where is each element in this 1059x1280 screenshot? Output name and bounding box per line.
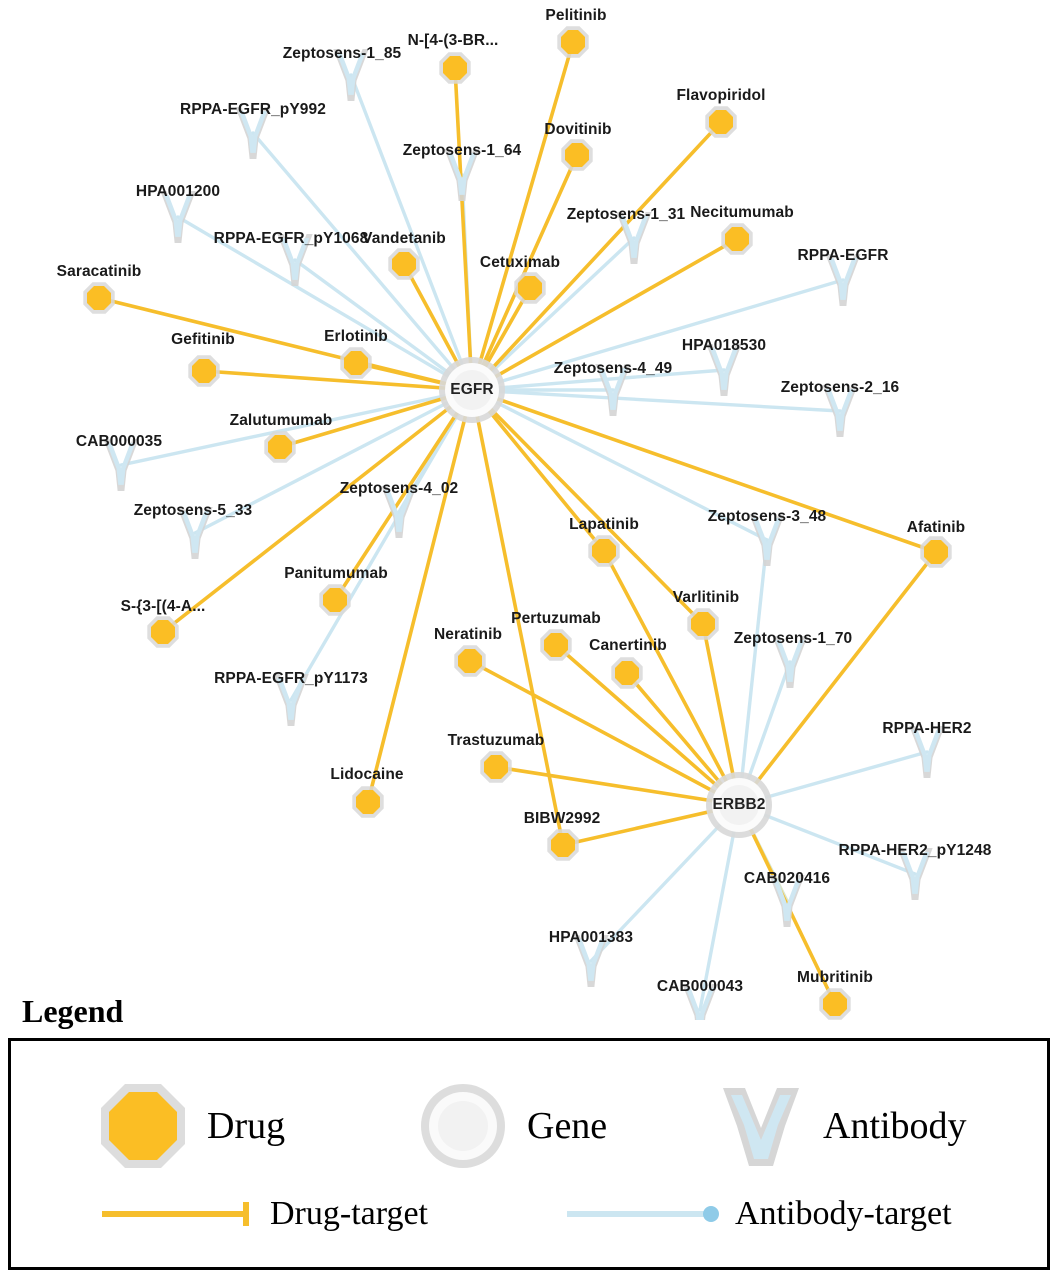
drug-node-label: Neratinib (433, 626, 503, 643)
antibody-node-label: Zeptosens-1_85 (282, 45, 402, 62)
drug-node-label: S-{3-[(4-A... (120, 598, 206, 615)
antibody-node-label: Zeptosens-5_33 (133, 502, 253, 519)
drug-node-label: Lapatinib (569, 516, 639, 533)
legend-label-drug: Drug (207, 1105, 286, 1147)
drug-node-label: Erlotinib (324, 328, 388, 345)
drug-node[interactable] (547, 829, 578, 860)
drug-node-label: Afatinib (906, 519, 966, 536)
antibody-node-label: RPPA-HER2 (882, 720, 972, 737)
drug-node[interactable] (340, 347, 371, 378)
gene-node-label: ERBB2 (712, 796, 766, 813)
legend-edge-row (0, 1195, 1059, 1255)
drug-node-label: Saracatinib (56, 263, 142, 280)
antibody-node-label: HPA018530 (681, 337, 767, 354)
antibody-node-label: HPA001383 (548, 929, 634, 946)
drug-node[interactable] (319, 584, 350, 615)
drug-node[interactable] (819, 988, 850, 1019)
antibody-icon (715, 1078, 807, 1174)
drug-node[interactable] (588, 535, 619, 566)
drug-node-label: Mubritinib (797, 969, 873, 986)
gene-node-label: EGFR (450, 381, 494, 398)
drug-node-label: Lidocaine (330, 766, 404, 783)
drug-target-edge (472, 390, 703, 624)
drug-node-label: Cetuximab (479, 254, 561, 271)
drug-icon (95, 1078, 191, 1174)
legend-label-antibody-target: Antibody-target (735, 1195, 952, 1232)
edges-layer (99, 42, 936, 1010)
drug-node-label: Pertuzumab (511, 610, 601, 627)
drug-node[interactable] (705, 106, 736, 137)
drug-node[interactable] (561, 139, 592, 170)
drug-node[interactable] (439, 52, 470, 83)
antibody-node-label: CAB000035 (75, 433, 163, 450)
drug-node[interactable] (721, 223, 752, 254)
gene-icon (415, 1078, 511, 1174)
drug-node[interactable] (540, 629, 571, 660)
drug-node[interactable] (687, 608, 718, 639)
drug-node-label: Trastuzumab (447, 732, 545, 749)
drug-node-label: Zalutumumab (229, 412, 333, 429)
antibody-node-label: Zeptosens-1_70 (733, 630, 853, 647)
antibody-node-label: CAB000043 (656, 978, 744, 995)
antibody-node-label: HPA001200 (135, 183, 221, 200)
drug-node[interactable] (557, 26, 588, 57)
drug-node-label: Flavopiridol (676, 87, 766, 104)
drug-node-label: Panitumumab (284, 565, 388, 582)
drug-node-label: Canertinib (589, 637, 667, 654)
legend-label-antibody: Antibody (823, 1105, 967, 1147)
legend-item-antibody (715, 1078, 967, 1174)
antibody-node-label: RPPA-EGFR (797, 247, 889, 264)
drug-node[interactable] (514, 272, 545, 303)
antibody-node-label: RPPA-EGFR_pY1068 (213, 230, 369, 247)
drug-node[interactable] (188, 355, 219, 386)
antibody-node-label: Zeptosens-4_02 (339, 480, 459, 497)
drug-node-label: Varlitinib (672, 589, 740, 606)
drug-node-label: Necitumumab (690, 204, 794, 221)
antibody-node-label: CAB020416 (743, 870, 831, 887)
drug-target-edge (455, 68, 472, 390)
drug-node-label: Gefitinib (171, 331, 235, 348)
antibody-node-label: RPPA-EGFR_pY1173 (214, 670, 368, 687)
antibody-node-label: Zeptosens-2_16 (780, 379, 900, 396)
antibody-node-label: Zeptosens-3_48 (707, 508, 827, 525)
antibody-edge-icon (565, 1199, 725, 1229)
drug-node-label: Dovitinib (544, 121, 612, 138)
legend-node-row (0, 1060, 1059, 1170)
drug-node[interactable] (611, 657, 642, 688)
drug-node[interactable] (920, 536, 951, 567)
legend-label-drug-target: Drug-target (270, 1195, 428, 1232)
drug-node[interactable] (147, 616, 178, 647)
legend-label-gene: Gene (527, 1105, 608, 1147)
antibody-node-label: Zeptosens-1_31 (566, 206, 686, 223)
antibody-node-label: Zeptosens-1_64 (402, 142, 522, 159)
drug-node-label: Pelitinib (545, 7, 607, 24)
drug-node[interactable] (264, 431, 295, 462)
drug-target-edge (472, 390, 936, 552)
antibody-node-label: Zeptosens-4_49 (553, 360, 673, 377)
antibody-node-label: RPPA-EGFR_pY992 (180, 101, 326, 118)
drug-node[interactable] (454, 645, 485, 676)
legend-item-antibody-target (565, 1195, 952, 1233)
drug-node[interactable] (388, 248, 419, 279)
drug-node-label: Vandetanib (362, 230, 446, 247)
legend-title: Legend (22, 993, 124, 1029)
antibody-node-label: RPPA-HER2_pY1248 (838, 842, 992, 859)
legend-item-gene (415, 1078, 607, 1174)
drug-node-label: N-[4-(3-BR... (407, 32, 499, 49)
drug-node[interactable] (480, 751, 511, 782)
drug-node-label: BIBW2992 (523, 810, 601, 827)
legend-item-drug-target (100, 1195, 428, 1233)
drug-target-edge (739, 552, 936, 805)
legend-item-drug (95, 1078, 285, 1174)
drug-node[interactable] (352, 786, 383, 817)
drug-node[interactable] (83, 282, 114, 313)
drug-edge-icon (100, 1199, 260, 1229)
